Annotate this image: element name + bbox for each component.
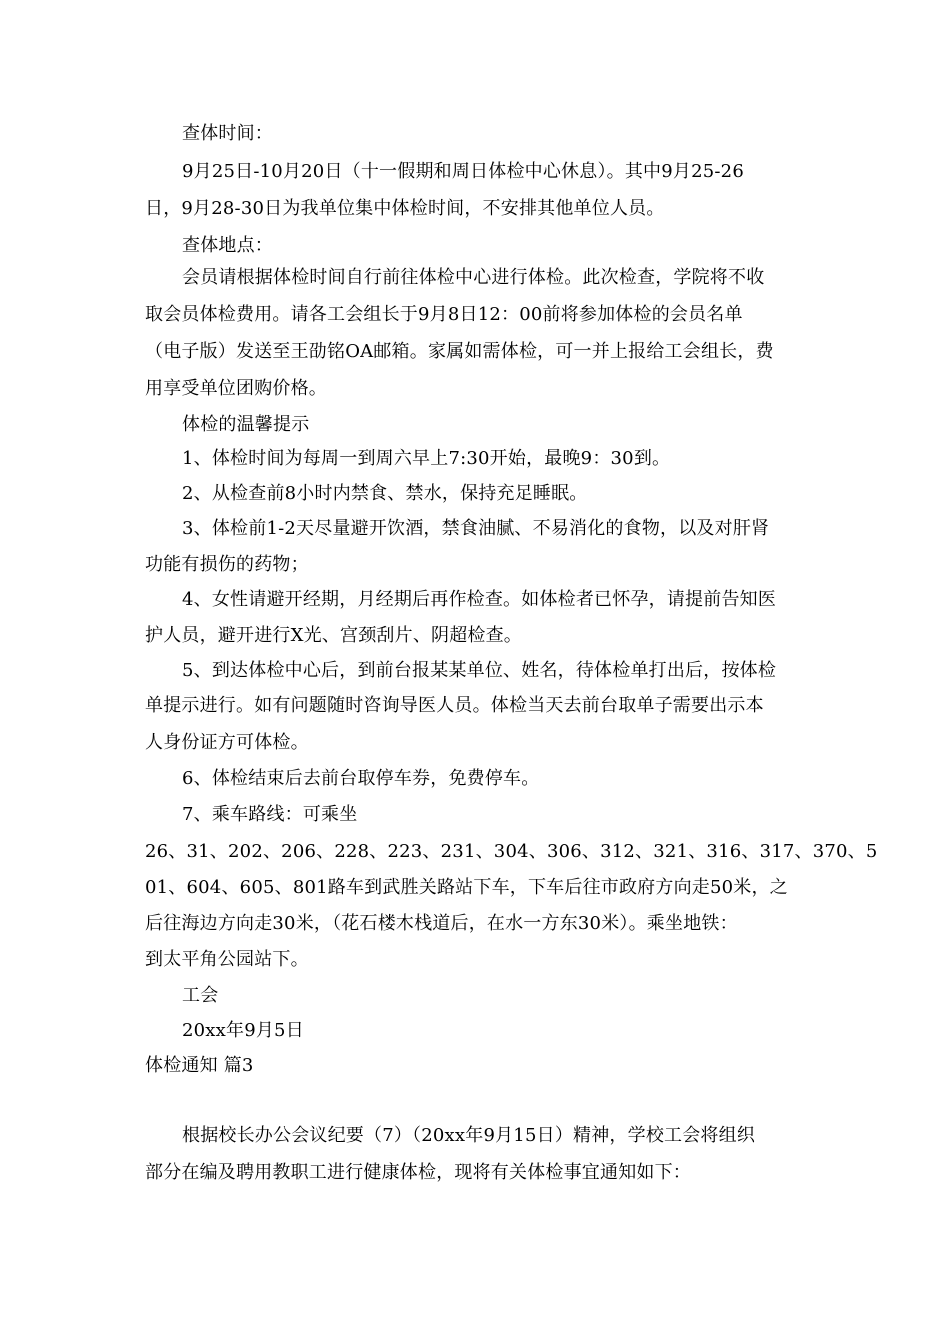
list-item: 7、乘车路线：可乘坐 — [182, 804, 358, 825]
list-item: 1、体检时间为每周一到周六早上7:30开始，最晚9：30到。 — [182, 448, 671, 469]
paragraph-line: 部分在编及聘用教职工进行健康体检，现将有关体检事宜通知如下： — [145, 1162, 691, 1183]
list-item-continued: 01、604、605、801路车到武胜关路站下车，下车后往市政府方向走50米，之 — [145, 877, 788, 898]
signature-date: 20xx年9月5日 — [182, 1020, 304, 1041]
list-item-continued: 护人员，避开进行X光、宫颈刮片、阴超检查。 — [145, 625, 523, 646]
paragraph-line: 用享受单位团购价格。 — [145, 378, 327, 399]
list-item: 6、体检结束后去前台取停车券，免费停车。 — [182, 768, 540, 789]
list-item-continued: 单提示进行。如有问题随时咨询导医人员。体检当天去前台取单子需要出示本 — [145, 695, 764, 716]
paragraph-line: 会员请根据体检时间自行前往体检中心进行体检。此次检查，学院将不收 — [182, 267, 765, 288]
paragraph-line: （电子版）发送至王劭铭OA邮箱。家属如需体检，可一并上报给工会组长，费 — [145, 341, 774, 362]
list-item: 5、到达体检中心后，到前台报某某单位、姓名，待体检单打出后，按体检 — [182, 660, 777, 681]
paragraph-line: 9月25日-10月20日（十一假期和周日体检中心休息）。其中9月25-26 — [182, 161, 744, 182]
signature-org: 工会 — [182, 985, 219, 1006]
paragraph-line: 日，9月28-30日为我单位集中体检时间，不安排其他单位人员。 — [145, 198, 665, 219]
list-item: 3、体检前1-2天尽量避开饮酒，禁食油腻、不易消化的食物，以及对肝肾 — [182, 518, 770, 539]
section-label-time: 查体时间： — [182, 123, 273, 144]
section-label-tips: 体检的温馨提示 — [182, 414, 310, 435]
list-item-continued: 人身份证方可体检。 — [145, 732, 309, 753]
list-item-continued: 后往海边方向走30米，（花石楼木栈道后，在水一方东30米）。乘坐地铁： — [145, 913, 738, 934]
section-label-location: 查体地点： — [182, 235, 273, 256]
list-item-continued: 功能有损伤的药物； — [145, 554, 309, 575]
section-title: 体检通知 篇3 — [145, 1055, 254, 1076]
list-item: 4、女性请避开经期，月经期后再作检查。如体检者已怀孕，请提前告知医 — [182, 589, 777, 610]
paragraph-line: 取会员体检费用。请各工会组长于9月8日12：00前将参加体检的会员名单 — [145, 304, 743, 325]
paragraph-line: 根据校长办公会议纪要（7）（20xx年9月15日）精神，学校工会将组织 — [182, 1125, 756, 1146]
list-item-continued: 26、31、202、206、228、223、231、304、306、312、321、316、317、370、5 — [145, 841, 878, 862]
list-item-continued: 到太平角公园站下。 — [145, 949, 309, 970]
list-item: 2、从检查前8小时内禁食、禁水，保持充足睡眠。 — [182, 483, 588, 504]
